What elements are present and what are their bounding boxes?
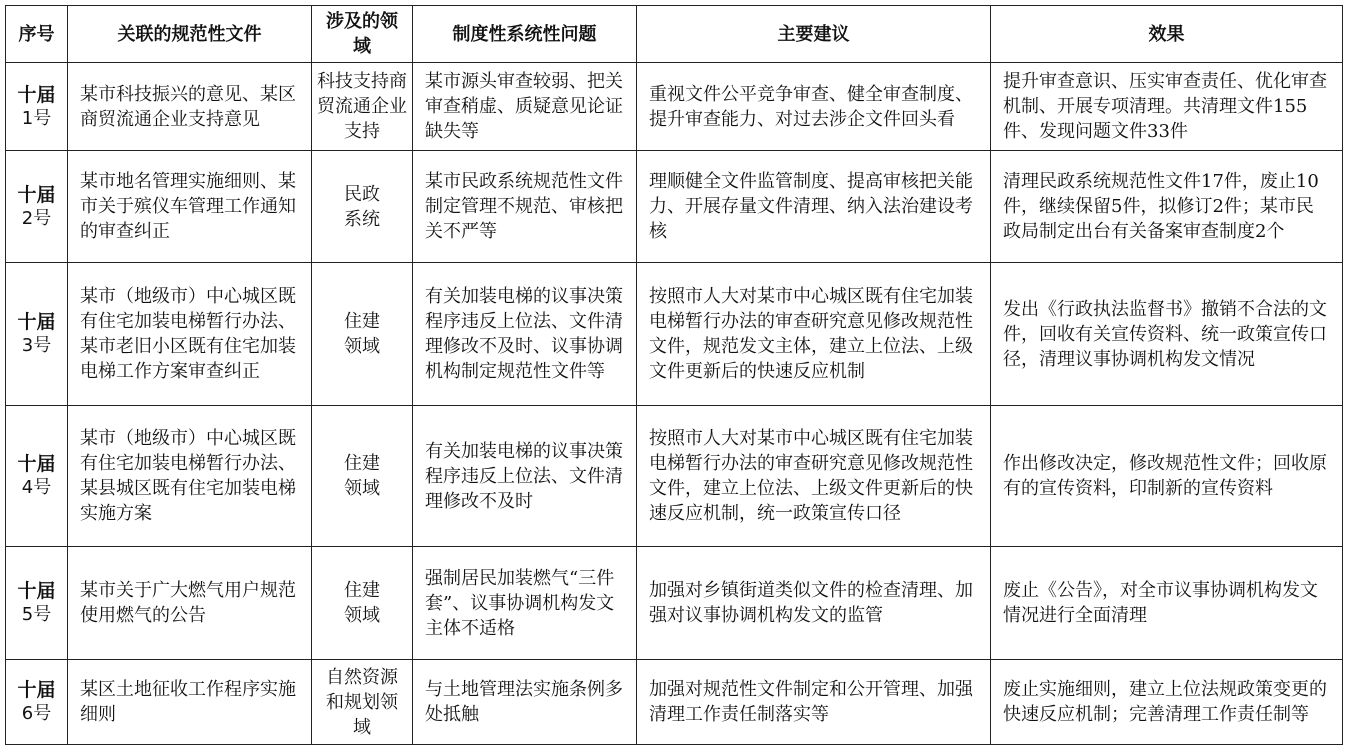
suggestion-cell: 按照市人大对某市中心城区既有住宅加装电梯暂行办法的审查研究意见修改规范性文件，规范发文主体，建立上位法、上级文件更新后的快速反应机制	[637, 263, 991, 406]
field-cell: 住建领域	[312, 547, 413, 660]
field-cell: 科技支持商贸流通企业支持	[312, 63, 413, 151]
row-number-top: 十届	[17, 311, 56, 333]
issue-cell: 强制居民加装燃气“三件套”、议事协调机构发文主体不适格	[413, 547, 637, 660]
doc-cell: 某市地名管理实施细则、某市关于殡仪车管理工作通知的审查纠正	[68, 151, 312, 263]
row-number-bottom: 1号	[21, 107, 52, 129]
review-table	[5, 5, 1343, 745]
row-number-top: 十届	[17, 453, 56, 475]
row-number-bottom: 6号	[21, 703, 52, 724]
page	[5, 5, 1343, 745]
suggestion-cell: 理顺健全文件监管制度、提高审核把关能力、开展存量文件清理、纳入法治建设考核	[637, 151, 991, 263]
suggestion-cell: 按照市人大对某市中心城区既有住宅加装电梯暂行办法的审查研究意见修改规范性文件，建立上位法、上级文件更新后的快速反应机制，统一政策宣传口径	[637, 406, 991, 547]
row-number-top: 十届	[17, 183, 56, 206]
doc-cell: 某市（地级市）中心城区既有住宅加装电梯暂行办法、某县城区既有住宅加装电梯实施方案	[68, 406, 312, 547]
field-cell: 住建领域	[312, 263, 413, 406]
issue-cell: 有关加装电梯的议事决策程序违反上位法、文件清理修改不及时、议事协调机构制定规范性文件等	[413, 263, 637, 406]
row-number-top: 十届	[17, 679, 56, 701]
doc-cell: 某市科技振兴的意见、某区商贸流通企业支持意见	[68, 63, 312, 151]
effect-cell: 提升审查意识、压实审查责任、优化审查机制、开展专项清理。共清理文件155件、发现问题文件33件	[991, 63, 1343, 151]
header-field: 涉及的领域	[312, 6, 413, 63]
row-number-bottom: 2号	[21, 207, 52, 229]
table-row	[6, 151, 1343, 263]
header-row	[6, 6, 1343, 63]
field-cell: 自然资源和规划领域	[312, 660, 413, 745]
doc-cell: 某市关于广大燃气用户规范使用燃气的公告	[68, 547, 312, 660]
row-number-top: 十届	[17, 83, 56, 106]
header-suggestion: 主要建议	[637, 6, 991, 63]
issue-cell: 某市源头审查较弱、把关审查稍虚、质疑意见论证缺失等	[413, 63, 637, 151]
table-row	[6, 547, 1343, 660]
effect-cell: 发出《行政执法监督书》撤销不合法的文件，回收有关宣传资料、统一政策宣传口径，清理议事协调机构发文情况	[991, 263, 1343, 406]
effect-cell: 清理民政系统规范性文件17件，废止10件，继续保留5件，拟修订2件；某市民政局制定出台有关备案审查制度2个	[991, 151, 1343, 263]
header-issue: 制度性系统性问题	[413, 6, 637, 63]
row-number	[6, 660, 68, 745]
effect-cell: 废止《公告》，对全市议事协调机构发文情况进行全面清理	[991, 547, 1343, 660]
issue-cell: 与土地管理法实施条例多处抵触	[413, 660, 637, 745]
doc-cell: 某市（地级市）中心城区既有住宅加装电梯暂行办法、某市老旧小区既有住宅加装电梯工作方案审查纠正	[68, 263, 312, 406]
row-number-bottom: 4号	[21, 477, 52, 498]
row-number	[6, 547, 68, 660]
row-number	[6, 406, 68, 547]
field-cell: 住建领域	[312, 406, 413, 547]
table-row	[6, 406, 1343, 547]
header-effect: 效果	[991, 6, 1343, 63]
row-number-top: 十届	[17, 580, 56, 602]
field-cell: 民政系统	[312, 151, 413, 263]
row-number-bottom: 5号	[21, 604, 52, 625]
effect-cell: 废止实施细则，建立上位法规政策变更的快速反应机制；完善清理工作责任制等	[991, 660, 1343, 745]
issue-cell: 有关加装电梯的议事决策程序违反上位法、文件清理修改不及时	[413, 406, 637, 547]
suggestion-cell: 加强对规范性文件制定和公开管理、加强清理工作责任制落实等	[637, 660, 991, 745]
row-number-bottom: 3号	[21, 335, 52, 356]
table-row	[6, 63, 1343, 151]
effect-cell: 作出修改决定，修改规范性文件；回收原有的宣传资料，印制新的宣传资料	[991, 406, 1343, 547]
row-number	[6, 63, 68, 151]
table-row	[6, 660, 1343, 745]
row-number	[6, 151, 68, 263]
row-number	[6, 263, 68, 406]
suggestion-cell: 重视文件公平竞争审查、健全审查制度、提升审查能力、对过去涉企文件回头看	[637, 63, 991, 151]
header-no: 序号	[6, 6, 68, 63]
suggestion-cell: 加强对乡镇街道类似文件的检查清理、加强对议事协调机构发文的监管	[637, 547, 991, 660]
doc-cell: 某区土地征收工作程序实施细则	[68, 660, 312, 745]
table-row	[6, 263, 1343, 406]
header-doc: 关联的规范性文件	[68, 6, 312, 63]
issue-cell: 某市民政系统规范性文件制定管理不规范、审核把关不严等	[413, 151, 637, 263]
